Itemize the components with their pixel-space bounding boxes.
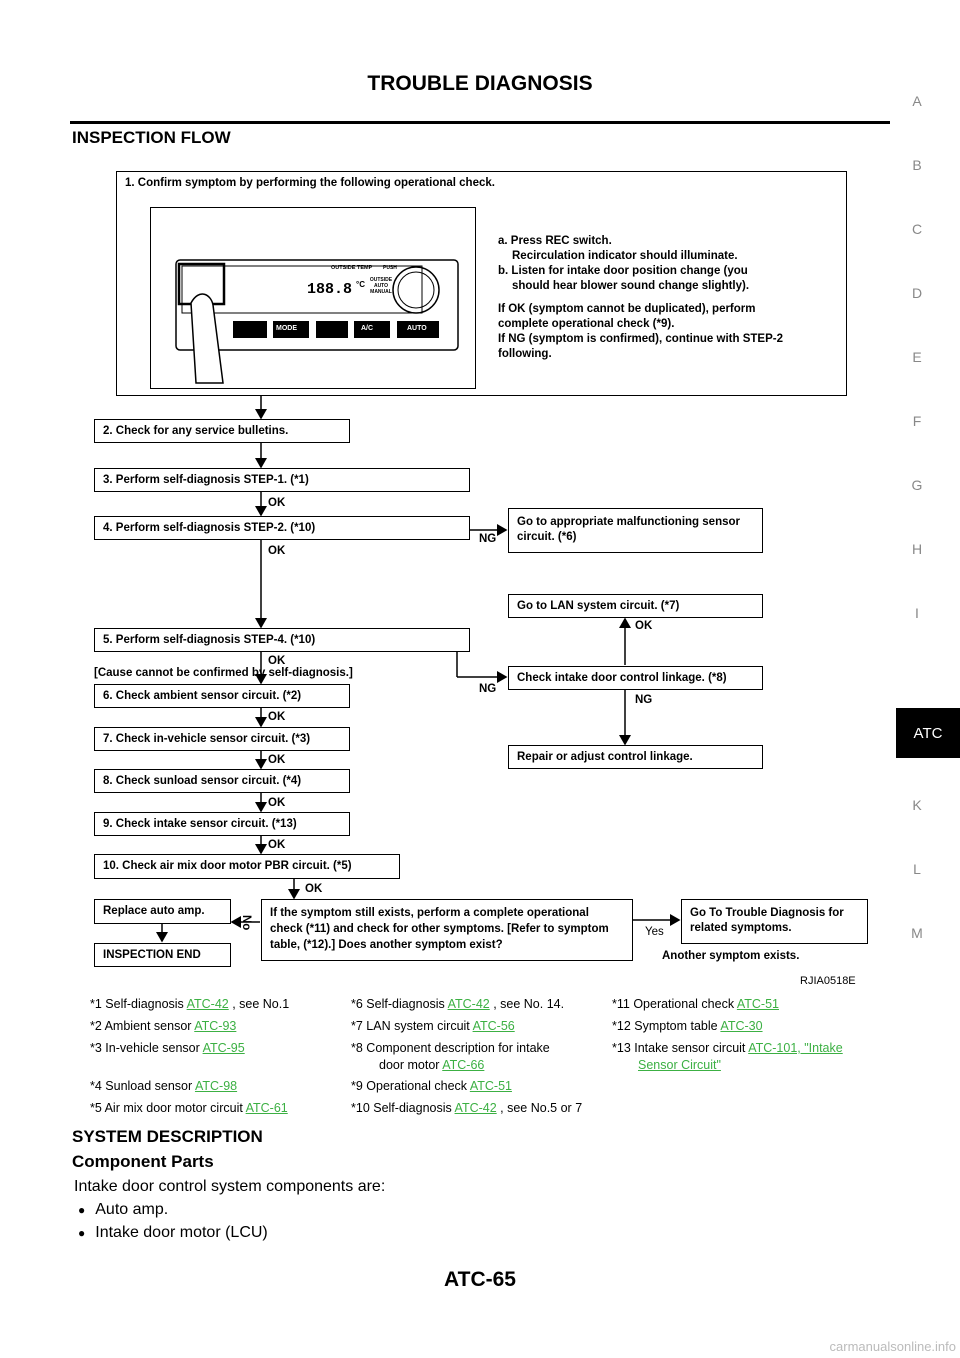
note-4-link[interactable]: ATC-98 [194,1079,238,1093]
step-1-b: b. Listen for intake door position change (you [498,265,748,277]
note-7: *7 LAN system circuit ATC-56 [351,1019,515,1033]
side-letter-g[interactable]: G [911,477,923,493]
flow-check-linkage: Check intake door control linkage. (*8) [508,666,763,690]
note-2: *2 Ambient sensor ATC-93 [90,1019,237,1033]
flow-step-1-title: 1. Confirm symptom by performing the following operational check. [125,177,495,189]
note-6-link[interactable]: ATC-42 [447,997,490,1011]
label-ok-7: OK [268,754,286,766]
label-ok-10: OK [305,883,323,895]
page-number: ATC-65 [444,1268,516,1291]
system-item-1: ● Auto amp. [78,1201,169,1218]
step-1-instructions [498,234,783,362]
figure-id: RJIA0518E [800,975,856,987]
label-ok-5: OK [268,655,286,667]
label-ok-3: OK [268,497,286,509]
note-2-link[interactable]: ATC-93 [194,1019,237,1033]
flow-go-malfunction: Go to appropriate malfunctioning sensor circuit. (*6) [508,508,763,553]
step-1-b2: should hear blower sound change slightly). [512,280,750,292]
side-letter-h[interactable]: H [911,541,923,557]
system-title: SYSTEM DESCRIPTION [72,1127,263,1146]
label-ok-8: OK [268,797,286,809]
flow-step-3: 3. Perform self-diagnosis STEP-1. (*1) [94,468,470,492]
side-letter-e[interactable]: E [912,349,922,365]
side-letter-a[interactable]: A [912,93,922,109]
flow-step-7: 7. Check in-vehicle sensor circuit. (*3) [94,727,350,751]
side-letter-i[interactable]: I [915,605,919,621]
control-panel-drawing [151,208,475,388]
note-9-link[interactable]: ATC-51 [469,1079,512,1093]
section-title: INSPECTION FLOW [72,128,231,147]
label-another-symptom: Another symptom exists. [662,950,800,962]
side-letter-f[interactable]: F [912,413,922,429]
label-ng-4: NG [479,533,497,545]
flow-go-lan: Go to LAN system circuit. (*7) [508,594,763,618]
side-letter-d[interactable]: D [911,285,923,301]
side-tab-active[interactable]: ATC [896,708,960,758]
note-13-link-2[interactable]: Sensor Circuit" [638,1058,721,1072]
step-1-ok: If OK (symptom cannot be duplicated), perform [498,303,756,315]
note-13: *13 Intake sensor circuit ATC-101, "Intake Sensor Circuit" [612,1041,843,1072]
flow-step-6: 6. Check ambient sensor circuit. (*2) [94,684,350,708]
label-no: No [240,915,252,931]
note-3: *3 In-vehicle sensor ATC-95 [90,1041,245,1055]
label-ok-6: OK [268,711,286,723]
label-yes: Yes [645,926,664,938]
side-letter-k[interactable]: K [912,797,922,813]
side-letter-c[interactable]: C [911,221,923,237]
system-subtitle: Component Parts [72,1152,214,1171]
note-11: *11 Operational check ATC-51 [612,997,779,1011]
flow-cause-note: [Cause cannot be confirmed by self-diagnosis.] [94,667,353,679]
note-9: *9 Operational check ATC-51 [351,1079,512,1093]
step-1-a: a. Press REC switch. [498,235,612,247]
flow-replace-amp: Replace auto amp. [94,899,231,924]
step-1-a2: Recirculation indicator should illuminate. [512,250,738,262]
flow-repair-linkage: Repair or adjust control linkage. [508,745,763,769]
control-panel-illustration [150,207,476,389]
panel-ac-button[interactable]: A/C [361,325,374,332]
label-ok-9: OK [268,839,286,851]
label-ng-linkage: NG [635,694,653,706]
label-ng-5: NG [479,683,497,695]
flow-step-4: 4. Perform self-diagnosis STEP-2. (*10) [94,516,470,540]
note-11-link[interactable]: ATC-51 [736,997,779,1011]
note-1: *1 Self-diagnosis ATC-42 , see No.1 [90,997,290,1011]
panel-display: 188.8 [307,281,353,298]
note-6: *6 Self-diagnosis ATC-42 , see No. 14. [351,997,565,1011]
note-4: *4 Sunload sensor ATC-98 [90,1079,238,1093]
panel-unit: °C [356,280,365,289]
note-1-link[interactable]: ATC-42 [186,997,229,1011]
flow-go-trouble: Go To Trouble Diagnosis for related symptoms. [681,899,868,944]
flow-step-10: 10. Check air mix door motor PBR circuit. (*5) [94,854,400,879]
side-letter-b[interactable]: B [912,157,922,173]
side-letter-l[interactable]: L [913,861,921,877]
note-5-link[interactable]: ATC-61 [245,1101,288,1115]
step-1-ng2: following. [498,348,552,360]
note-12: *12 Symptom table ATC-30 [612,1019,763,1033]
note-5: *5 Air mix door motor circuit ATC-61 [90,1101,288,1115]
step-1-ok2: complete operational check (*9). [498,318,675,330]
note-8: *8 Component description for intake door motor ATC-66 [351,1041,550,1072]
flow-step-5: 5. Perform self-diagnosis STEP-4. (*10) [94,628,470,652]
system-intro: Intake door control system components are: [74,1178,386,1195]
label-ok-linkage: OK [635,620,653,632]
panel-auto-button[interactable]: AUTO [407,325,427,332]
page-header-title: TROUBLE DIAGNOSIS [367,72,593,95]
note-13-link[interactable]: ATC-101, "Intake [748,1041,843,1055]
flow-step-8: 8. Check sunload sensor circuit. (*4) [94,769,350,793]
bullet-icon: ● [78,1203,86,1217]
panel-outside-auto-manual: OUTSIDE AUTO MANUAL [369,277,393,295]
flow-step-2: 2. Check for any service bulletins. [94,419,350,443]
flow-still-exists: If the symptom still exists, perform a complete operational check (*11) and check for other symptoms. [Refer to symptom table, (*12).] Does another symptom exist? [261,899,633,961]
flow-inspection-end: INSPECTION END [94,943,231,967]
note-10: *10 Self-diagnosis ATC-42 , see No.5 or 7 [351,1101,583,1115]
side-letter-m[interactable]: M [911,925,923,941]
note-3-link[interactable]: ATC-95 [202,1041,245,1055]
bullet-icon: ● [78,1226,86,1240]
note-12-link[interactable]: ATC-30 [720,1019,763,1033]
panel-outside-temp: OUTSIDE TEMP [331,265,373,271]
panel-push: PUSH [383,265,397,271]
label-ok-4: OK [268,545,286,557]
note-10-link[interactable]: ATC-42 [454,1101,497,1115]
note-8-link[interactable]: ATC-66 [442,1058,485,1072]
note-7-link[interactable]: ATC-56 [472,1019,515,1033]
system-item-2: ● Intake door motor (LCU) [78,1224,268,1241]
panel-mode-button[interactable]: MODE [276,325,297,332]
watermark: carmanualsonline.info [829,1339,956,1354]
step-1-ng: If NG (symptom is confirmed), continue with STEP-2 [498,333,783,345]
flow-step-9: 9. Check intake sensor circuit. (*13) [94,812,350,836]
